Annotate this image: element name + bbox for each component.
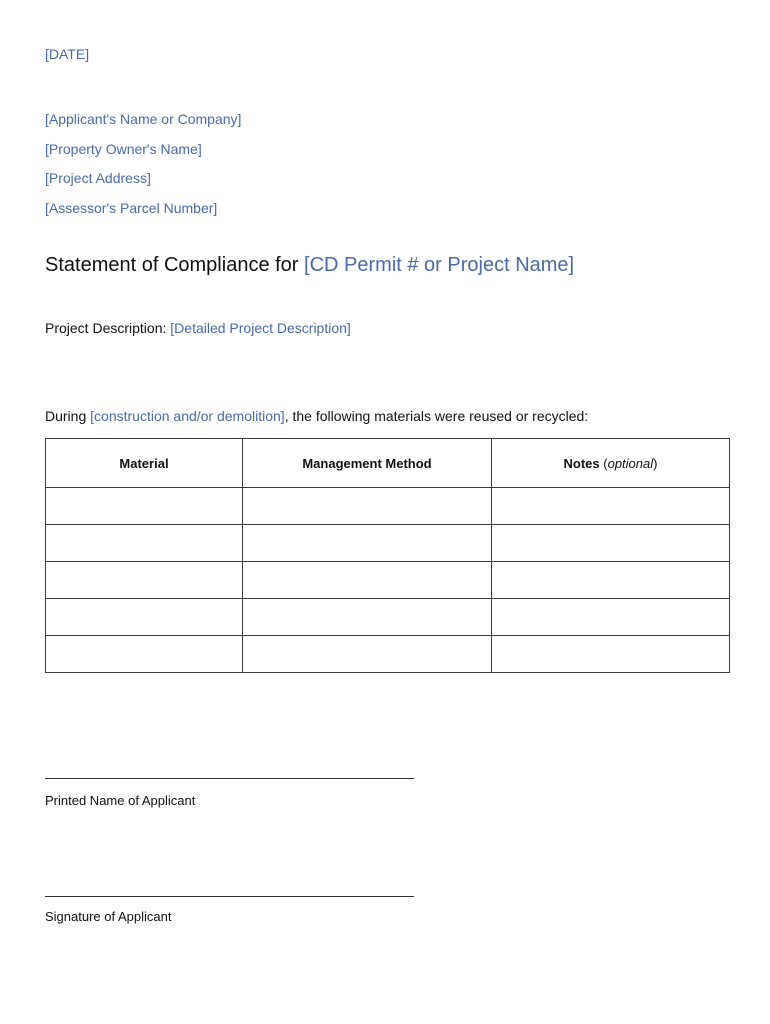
materials-intro-prefix: During xyxy=(45,408,87,424)
notes-cell[interactable] xyxy=(492,488,730,525)
applicant-name-placeholder: [Applicant's Name or Company] xyxy=(45,111,242,127)
material-cell[interactable] xyxy=(46,599,243,636)
project-description-label: Project Description: xyxy=(45,320,167,336)
management-method-cell[interactable] xyxy=(243,636,492,673)
materials-intro xyxy=(45,408,588,424)
header-notes-close-paren: ) xyxy=(653,455,658,471)
title-placeholder: [CD Permit # or Project Name] xyxy=(304,254,575,276)
material-cell[interactable] xyxy=(46,636,243,673)
materials-intro-suffix: , the following materials were reused or recycled: xyxy=(284,408,589,424)
header-notes-optional: optional xyxy=(607,455,654,471)
printed-name-line[interactable] xyxy=(45,778,414,779)
parcel-number-placeholder: [Assessor's Parcel Number] xyxy=(45,200,218,217)
table-row xyxy=(46,599,730,636)
management-method-cell[interactable] xyxy=(243,599,492,636)
management-method-cell[interactable] xyxy=(243,562,492,599)
management-method-cell[interactable] xyxy=(243,488,492,525)
header-notes-open-paren: ( xyxy=(603,455,608,471)
notes-cell[interactable] xyxy=(492,599,730,636)
title-prefix: Statement of Compliance for xyxy=(45,254,299,276)
signature-line[interactable] xyxy=(45,896,414,897)
management-method-cell[interactable] xyxy=(243,525,492,562)
table-row xyxy=(46,488,730,525)
project-description-placeholder: [Detailed Project Description] xyxy=(170,320,351,336)
material-cell[interactable] xyxy=(46,525,243,562)
property-owner-placeholder: [Property Owner's Name] xyxy=(45,140,202,157)
notes-cell[interactable] xyxy=(492,525,730,562)
table-header-row xyxy=(46,439,730,488)
signature-label: Signature of Applicant xyxy=(45,909,172,924)
project-address-placeholder: [Project Address] xyxy=(45,170,151,187)
material-cell[interactable] xyxy=(46,488,243,525)
notes-cell[interactable] xyxy=(492,636,730,673)
date-placeholder: [DATE] xyxy=(45,46,90,62)
header-material: Material xyxy=(46,439,243,488)
header-notes xyxy=(492,439,730,488)
table-row xyxy=(46,636,730,673)
address-block xyxy=(45,105,241,224)
printed-name-label: Printed Name of Applicant xyxy=(45,793,196,808)
materials-table xyxy=(45,438,730,673)
project-description xyxy=(45,320,351,336)
page-title xyxy=(45,254,574,277)
notes-cell[interactable] xyxy=(492,562,730,599)
table-row xyxy=(46,525,730,562)
activity-type-placeholder: [construction and/or demolition] xyxy=(90,408,285,424)
header-management-method: Management Method xyxy=(243,439,492,488)
table-row xyxy=(46,562,730,599)
material-cell[interactable] xyxy=(46,562,243,599)
header-notes-label: Notes xyxy=(563,455,600,471)
